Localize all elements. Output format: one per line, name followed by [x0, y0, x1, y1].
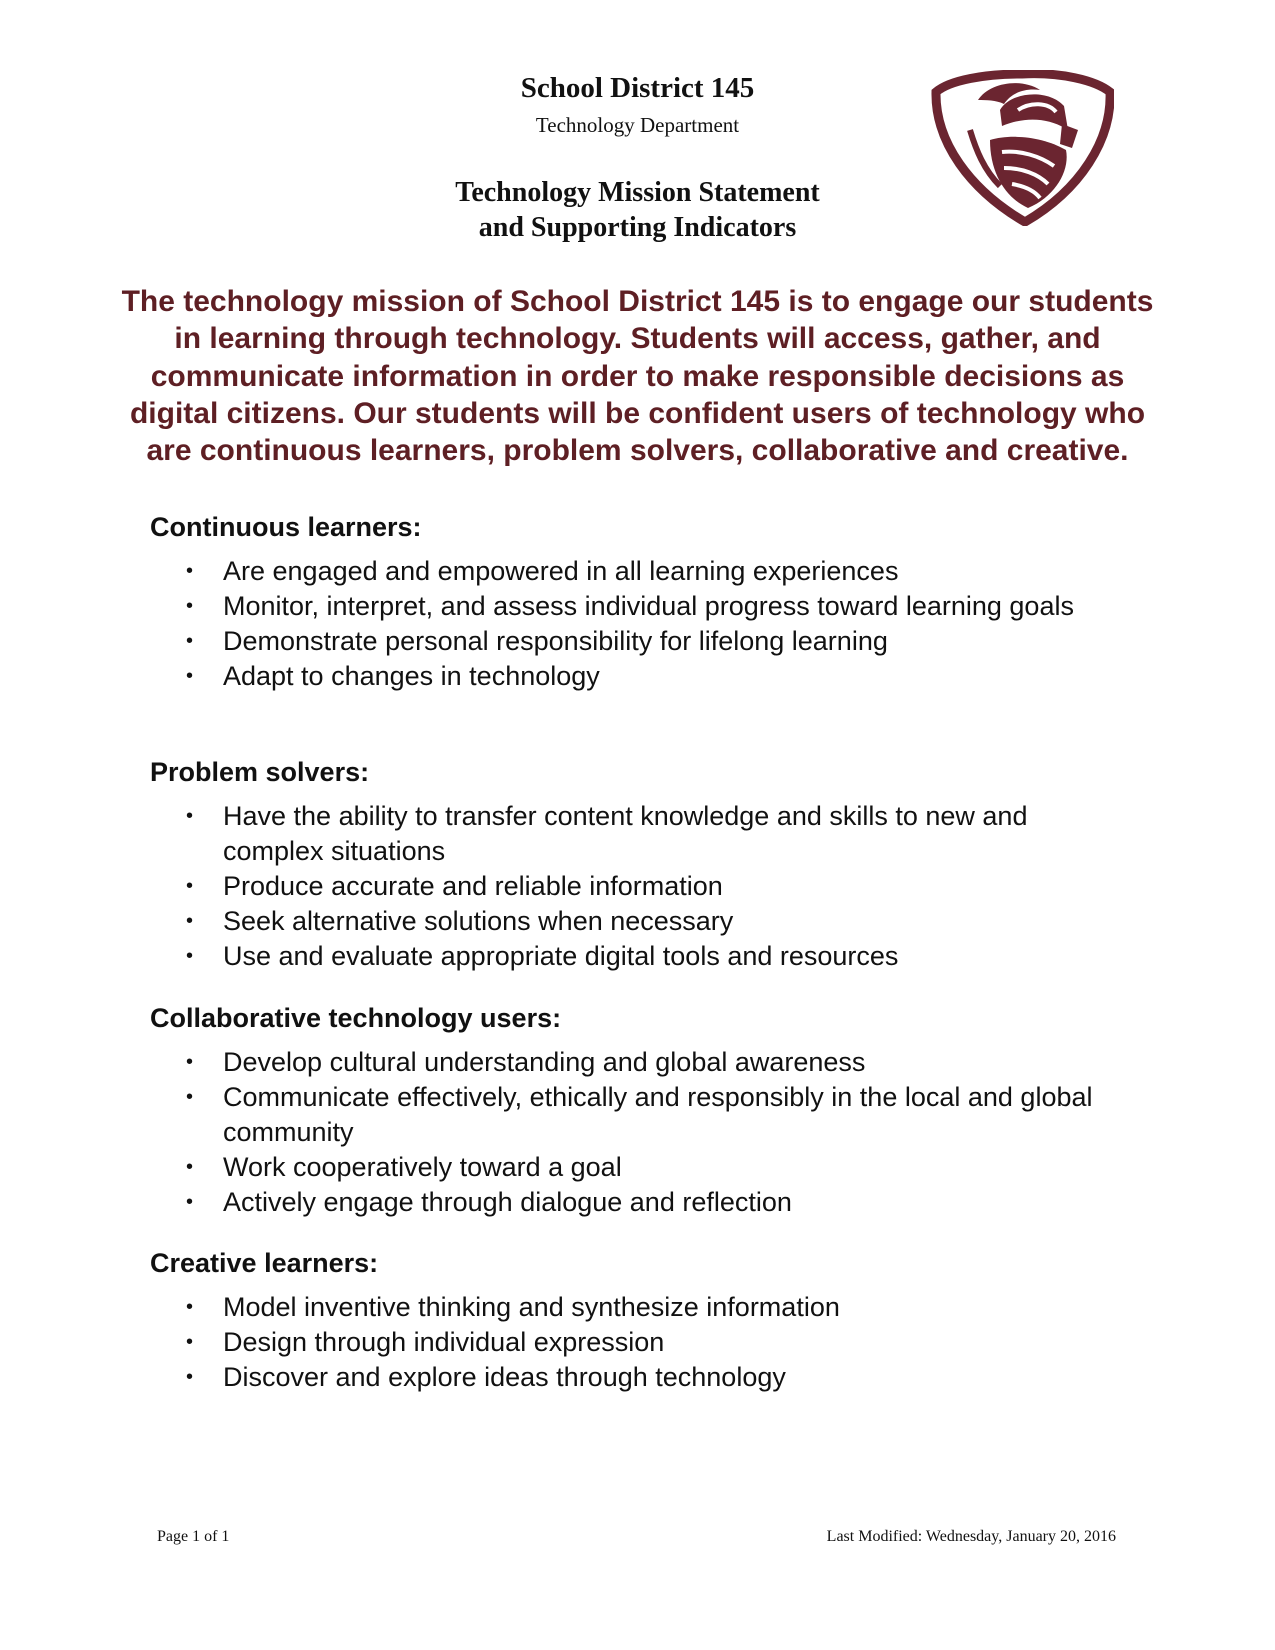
- list-item: • Have the ability to transfer content knowledge and skills to new and complex situations: [150, 799, 1110, 869]
- mission-statement: The technology mission of School District 145 is to engage our students in learning through technology. Students will access, gather, and communicate information in order to make responsible decisions as digital citizens. Our students will be confident users of technology who are continuous learners, problem solvers, collaborative and creative.: [121, 285, 1154, 468]
- list-item: • Demonstrate personal responsibility for lifelong learning: [150, 624, 1110, 659]
- list-item: • Actively engage through dialogue and reflection: [150, 1185, 1110, 1220]
- list-item: • Are engaged and empowered in all learning experiences: [150, 554, 1110, 589]
- list-item: • Adapt to changes in technology: [150, 659, 1110, 694]
- list-item: • Model inventive thinking and synthesize information: [150, 1290, 1110, 1325]
- district-name: School District 145: [520, 72, 755, 104]
- list-item: • Monitor, interpret, and assess individual progress toward learning goals: [150, 589, 1110, 624]
- list-item: • Produce accurate and reliable information: [150, 869, 1110, 904]
- problem-solvers-list: [150, 799, 1110, 974]
- page-number: Page 1 of 1: [157, 1528, 230, 1545]
- creative-learners-list: [150, 1290, 1110, 1395]
- section-heading-collaborative-users: Collaborative technology users:: [150, 1003, 562, 1033]
- section-heading-creative-learners: Creative learners:: [150, 1248, 379, 1278]
- collaborative-users-list: [150, 1045, 1110, 1220]
- list-item: • Work cooperatively toward a goal: [150, 1150, 1110, 1185]
- list-item: • Communicate effectively, ethically and responsibly in the local and global community: [150, 1080, 1110, 1150]
- viking-shield-logo-icon: [930, 70, 1114, 226]
- list-item: • Use and evaluate appropriate digital tools and resources: [150, 939, 1110, 974]
- document-title-line-2: and Supporting Indicators: [478, 212, 797, 243]
- list-item: • Discover and explore ideas through technology: [150, 1360, 1110, 1395]
- section-heading-problem-solvers: Problem solvers:: [150, 757, 370, 787]
- department-name: Technology Department: [535, 113, 740, 137]
- continuous-learners-list: [150, 554, 1110, 694]
- list-item: • Design through individual expression: [150, 1325, 1110, 1360]
- section-heading-continuous-learners: Continuous learners:: [150, 512, 422, 542]
- list-item: • Seek alternative solutions when necessary: [150, 904, 1110, 939]
- list-item: • Develop cultural understanding and global awareness: [150, 1045, 1110, 1080]
- last-modified-date: Last Modified: Wednesday, January 20, 2016: [826, 1528, 1116, 1545]
- document-title-line-1: Technology Mission Statement: [455, 177, 820, 208]
